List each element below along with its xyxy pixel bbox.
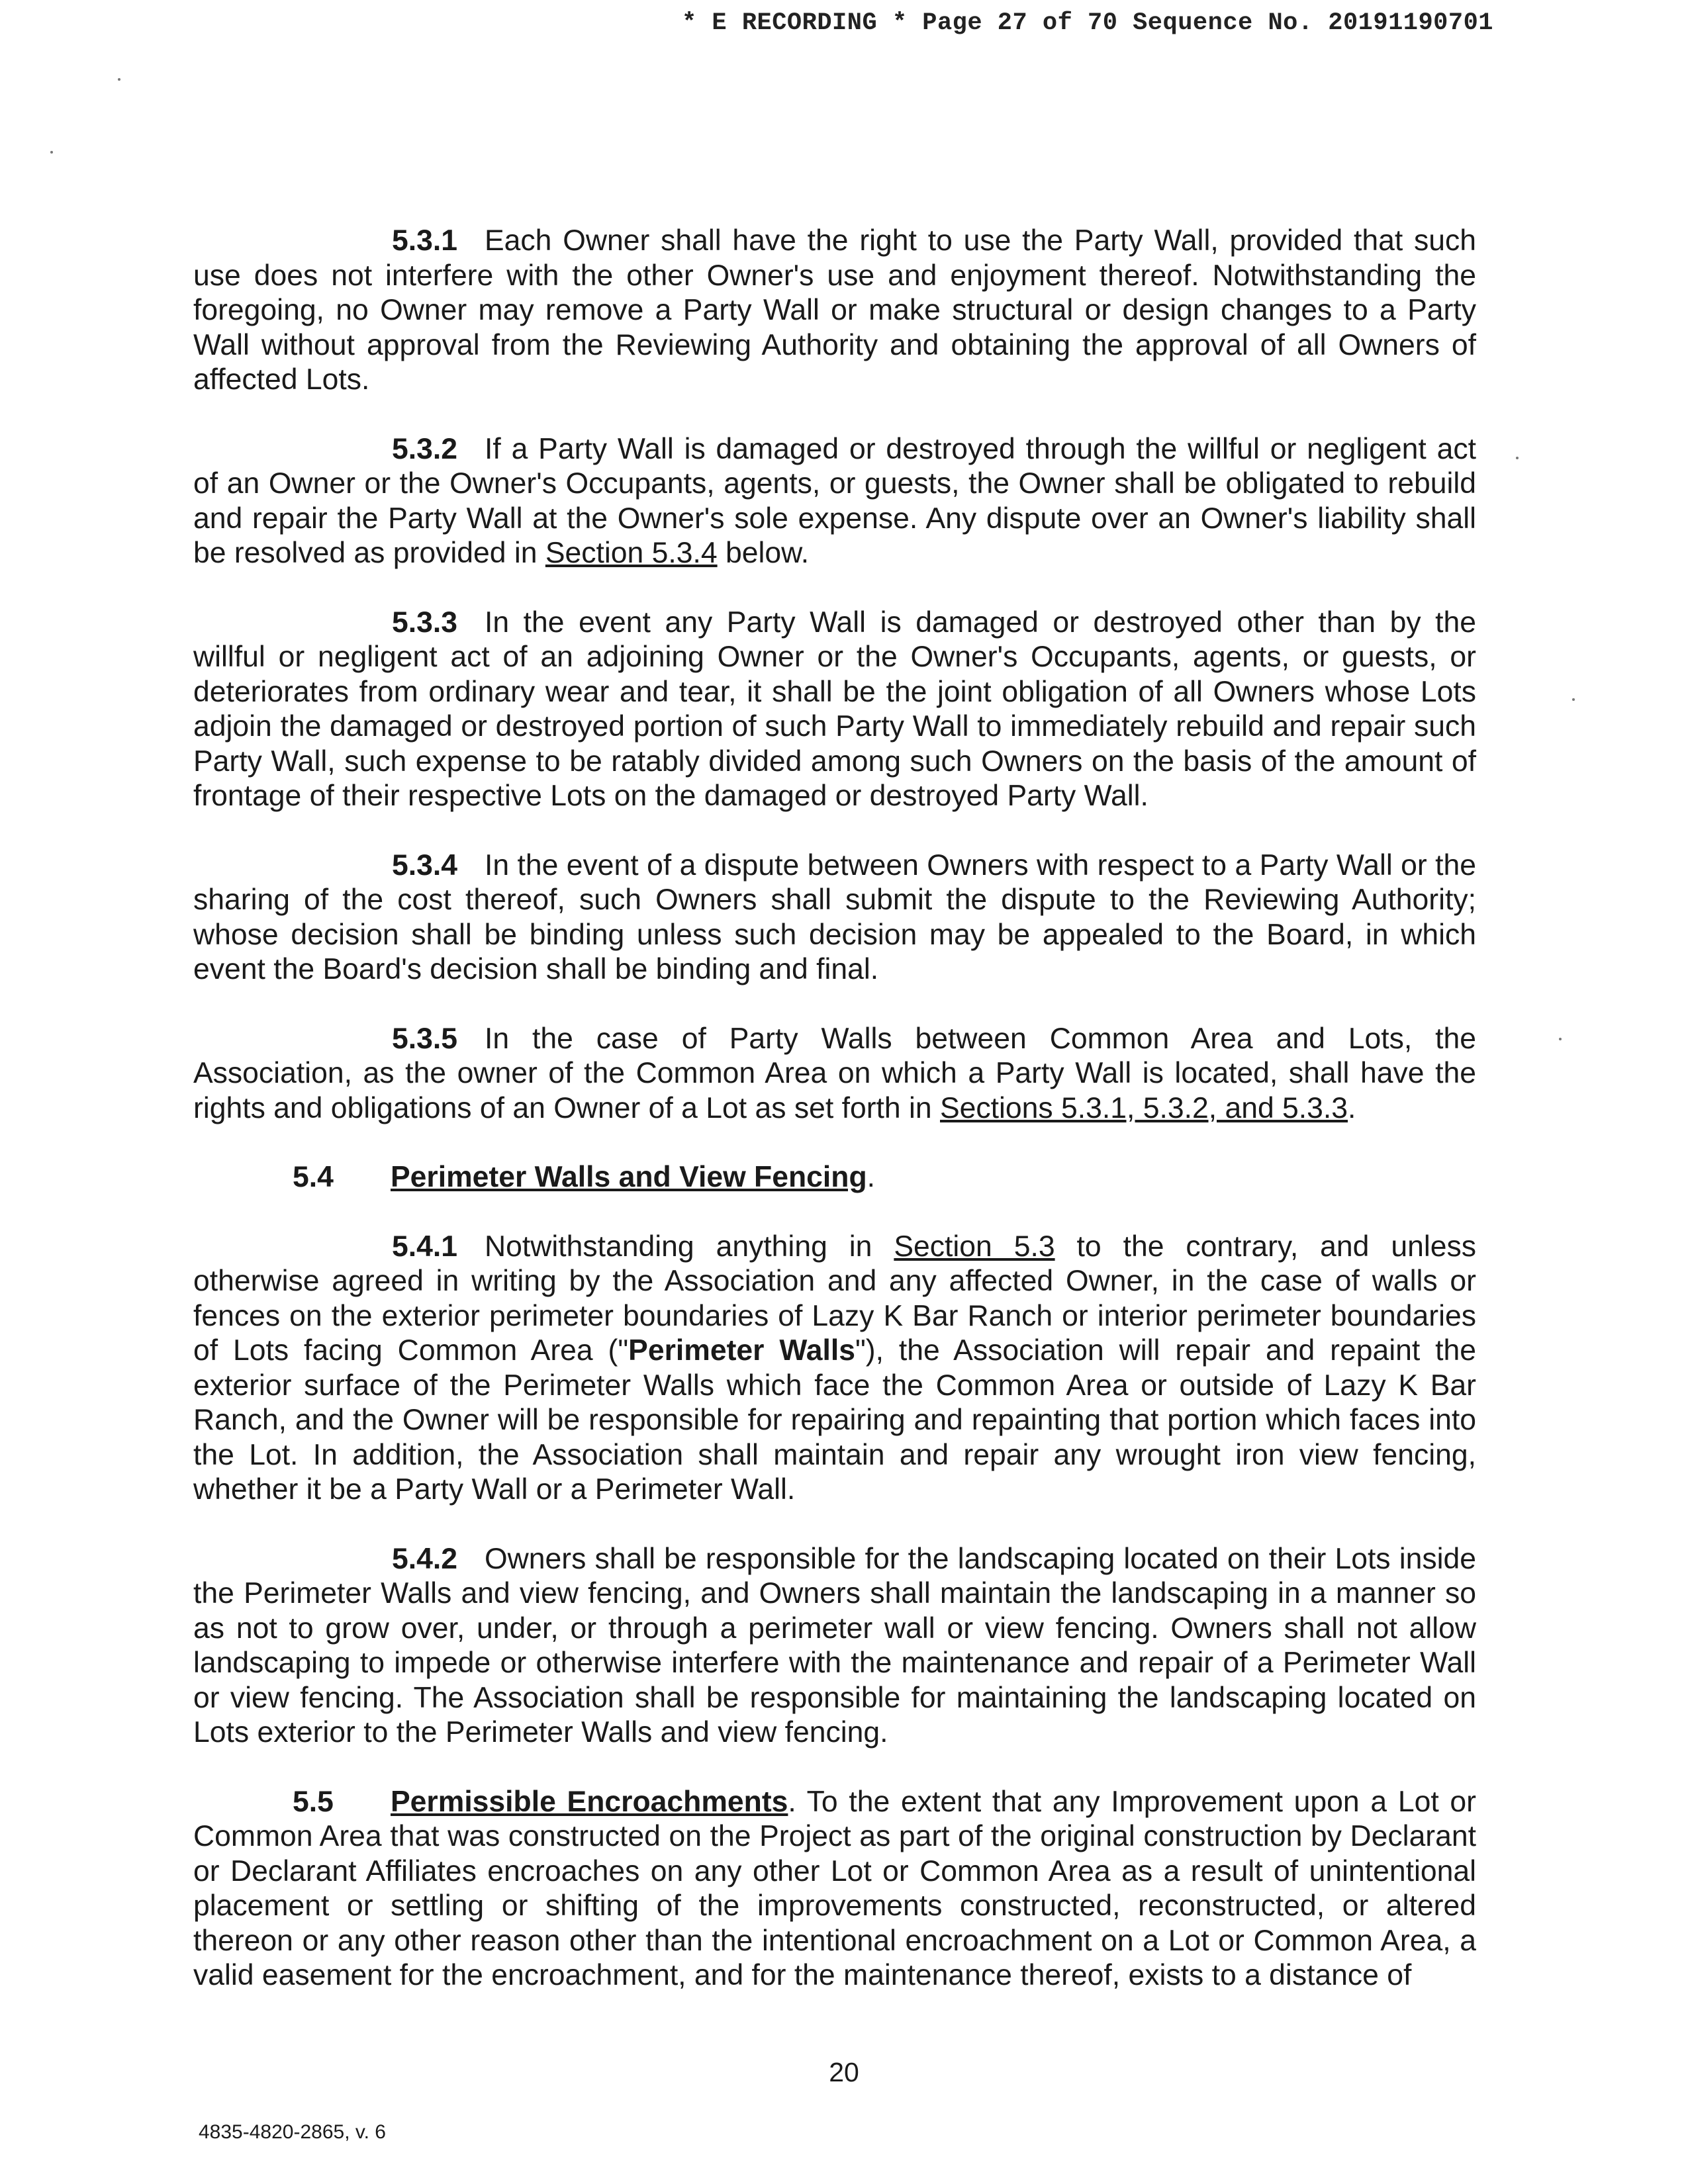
scan-speck — [1572, 698, 1575, 701]
section-number: 5.3.4 — [392, 848, 457, 882]
paragraph-5-3-3 — [193, 606, 1476, 814]
section-number: 5.4 — [293, 1161, 334, 1193]
section-number: 5.3.1 — [392, 224, 457, 257]
paragraph-text: . To the extent that any Improvement upon a Lot or Common Area that was constructed on the Project as part of the original construction by Declarant or Declarant Affiliates encroaches on any other Lot or Common Area as a result of unintentional placement or settling or shifting of the improvements constructed, reconstructed, or altered thereon or any other reason other than the intentional encroachment on a Lot or Common Area, a valid easement for the encroachment, and for the maintenance thereof, exists to a distance of — [193, 1785, 1476, 1991]
section-number: 5.5 — [293, 1785, 334, 1818]
paragraph-5-4-2 — [193, 1542, 1476, 1751]
scan-speck — [118, 78, 120, 81]
section-5-5 — [193, 1785, 1476, 1993]
section-number: 5.4.1 — [392, 1230, 457, 1263]
section-reference: Sections 5.3.1, 5.3.2, and 5.3.3 — [940, 1091, 1348, 1124]
paragraph-text: In the case of Party Walls between Common Area and Lots, the Association, as the owner of the Common Area on which a Party Wall is located, shall have the rights and obligations of an Owner of a Lot as set forth in — [193, 1022, 1476, 1124]
section-number: 5.3.3 — [392, 606, 457, 639]
section-number: 5.4.2 — [392, 1542, 457, 1575]
paragraph-text: In the event any Party Wall is damaged or destroyed other than by the willful or negligent act of an adjoining Owner or the Owner's Occupants, agents, or guests, or deteriorates from ordinary wear and tear, it shall be the joint obligation of all Owners whose Lots adjoin the damaged or destroyed portion of such Party Wall to immediately rebuild and repair such Party Wall, such expense to be ratably divided among such Owners on the basis of the amount of frontage of their respective Lots on the damaged or destroyed Party Wall. — [193, 606, 1476, 812]
paragraph-text: If a Party Wall is damaged or destroyed through the willful or negligent act of an Owner or the Owner's Occupants, agents, or guests, the Owner shall be obligated to rebuild and repair the Party Wall at the Owner's sole expense. Any dispute over an Owner's liability shall be resolved as provided in — [193, 432, 1476, 569]
heading-trail: . — [867, 1161, 876, 1193]
section-reference: Section 5.3 — [894, 1230, 1055, 1263]
section-reference: Section 5.3.4 — [545, 537, 718, 569]
paragraph-5-3-5 — [193, 1022, 1476, 1126]
paragraph-5-4-1 — [193, 1230, 1476, 1508]
document-id: 4835-4820-2865, v. 6 — [199, 2121, 386, 2143]
recording-stamp: * E RECORDING * Page 27 of 70 Sequence No. 20191190701 — [682, 9, 1493, 37]
paragraph-text: Each Owner shall have the right to use the Party Wall, provided that such use does not interfere with the other Owner's use and enjoyment thereof. Notwithstanding the foregoing, no Owner may remove a Party Wall or make structural or design changes to a Party Wall without approval from the Reviewing Authority and obtaining the approval of all Owners of affected Lots. — [193, 224, 1476, 396]
paragraph-5-3-1 — [193, 224, 1476, 398]
paragraph-text: Owners shall be responsible for the landscaping located on their Lots inside the Perimeter Walls and view fencing, and Owners shall maintain the landscaping in a manner so as not to grow over, under, or through a perimeter wall or view fencing. Owners shall not allow landscaping to impede or otherwise interfere with the maintenance and repair of a Perimeter Wall or view fencing. The Association shall be responsible for maintaining the landscaping located on Lots exterior to the Perimeter Walls and view fencing. — [193, 1542, 1476, 1749]
paragraph-text: to the contrary, and unless otherwise agreed in writing by the Association and any affected Owner, in the case of walls or fences on the exterior perimeter boundaries of Lazy K Bar Ranch or interior perimeter boundaries of Lots facing Common Area (" — [193, 1230, 1477, 1367]
section-title: Perimeter Walls and View Fencing — [391, 1161, 867, 1193]
page-number: 20 — [829, 2057, 859, 2087]
scan-speck — [1516, 457, 1519, 459]
paragraph-text: In the event of a dispute between Owners with respect to a Party Wall or the sharing of the cost thereof, such Owners shall submit the dispute to the Reviewing Authority; whose decision shall be binding unless such decision may be appealed to the Board, in which event the Board's decision shall be binding and final. — [193, 848, 1476, 985]
scan-speck — [50, 151, 53, 154]
defined-term: Perimeter Walls — [628, 1334, 855, 1367]
section-number: 5.3.2 — [392, 432, 457, 465]
paragraph-text: "), the Association will repair and repaint the exterior surface of the Perimeter Walls which face the Common Area or outside of Lazy K Bar Ranch, and the Owner will be responsible for repairing and repainting that portion which faces into the Lot. In addition, the Association shall maintain and repair any wrought iron view fencing, whether it be a Party Wall or a Perimeter Wall. — [193, 1334, 1476, 1506]
paragraph-text: . — [1348, 1091, 1356, 1124]
paragraph-5-3-4 — [193, 848, 1476, 987]
paragraph-text: Notwithstanding anything in — [485, 1230, 894, 1263]
scan-speck — [1559, 1038, 1562, 1040]
section-5-4-heading — [193, 1160, 1476, 1195]
paragraph-text: below. — [717, 537, 810, 569]
document-body — [193, 224, 1476, 2028]
section-title: Permissible Encroachments — [391, 1785, 788, 1818]
paragraph-5-3-2 — [193, 432, 1476, 571]
section-number: 5.3.5 — [392, 1022, 457, 1055]
